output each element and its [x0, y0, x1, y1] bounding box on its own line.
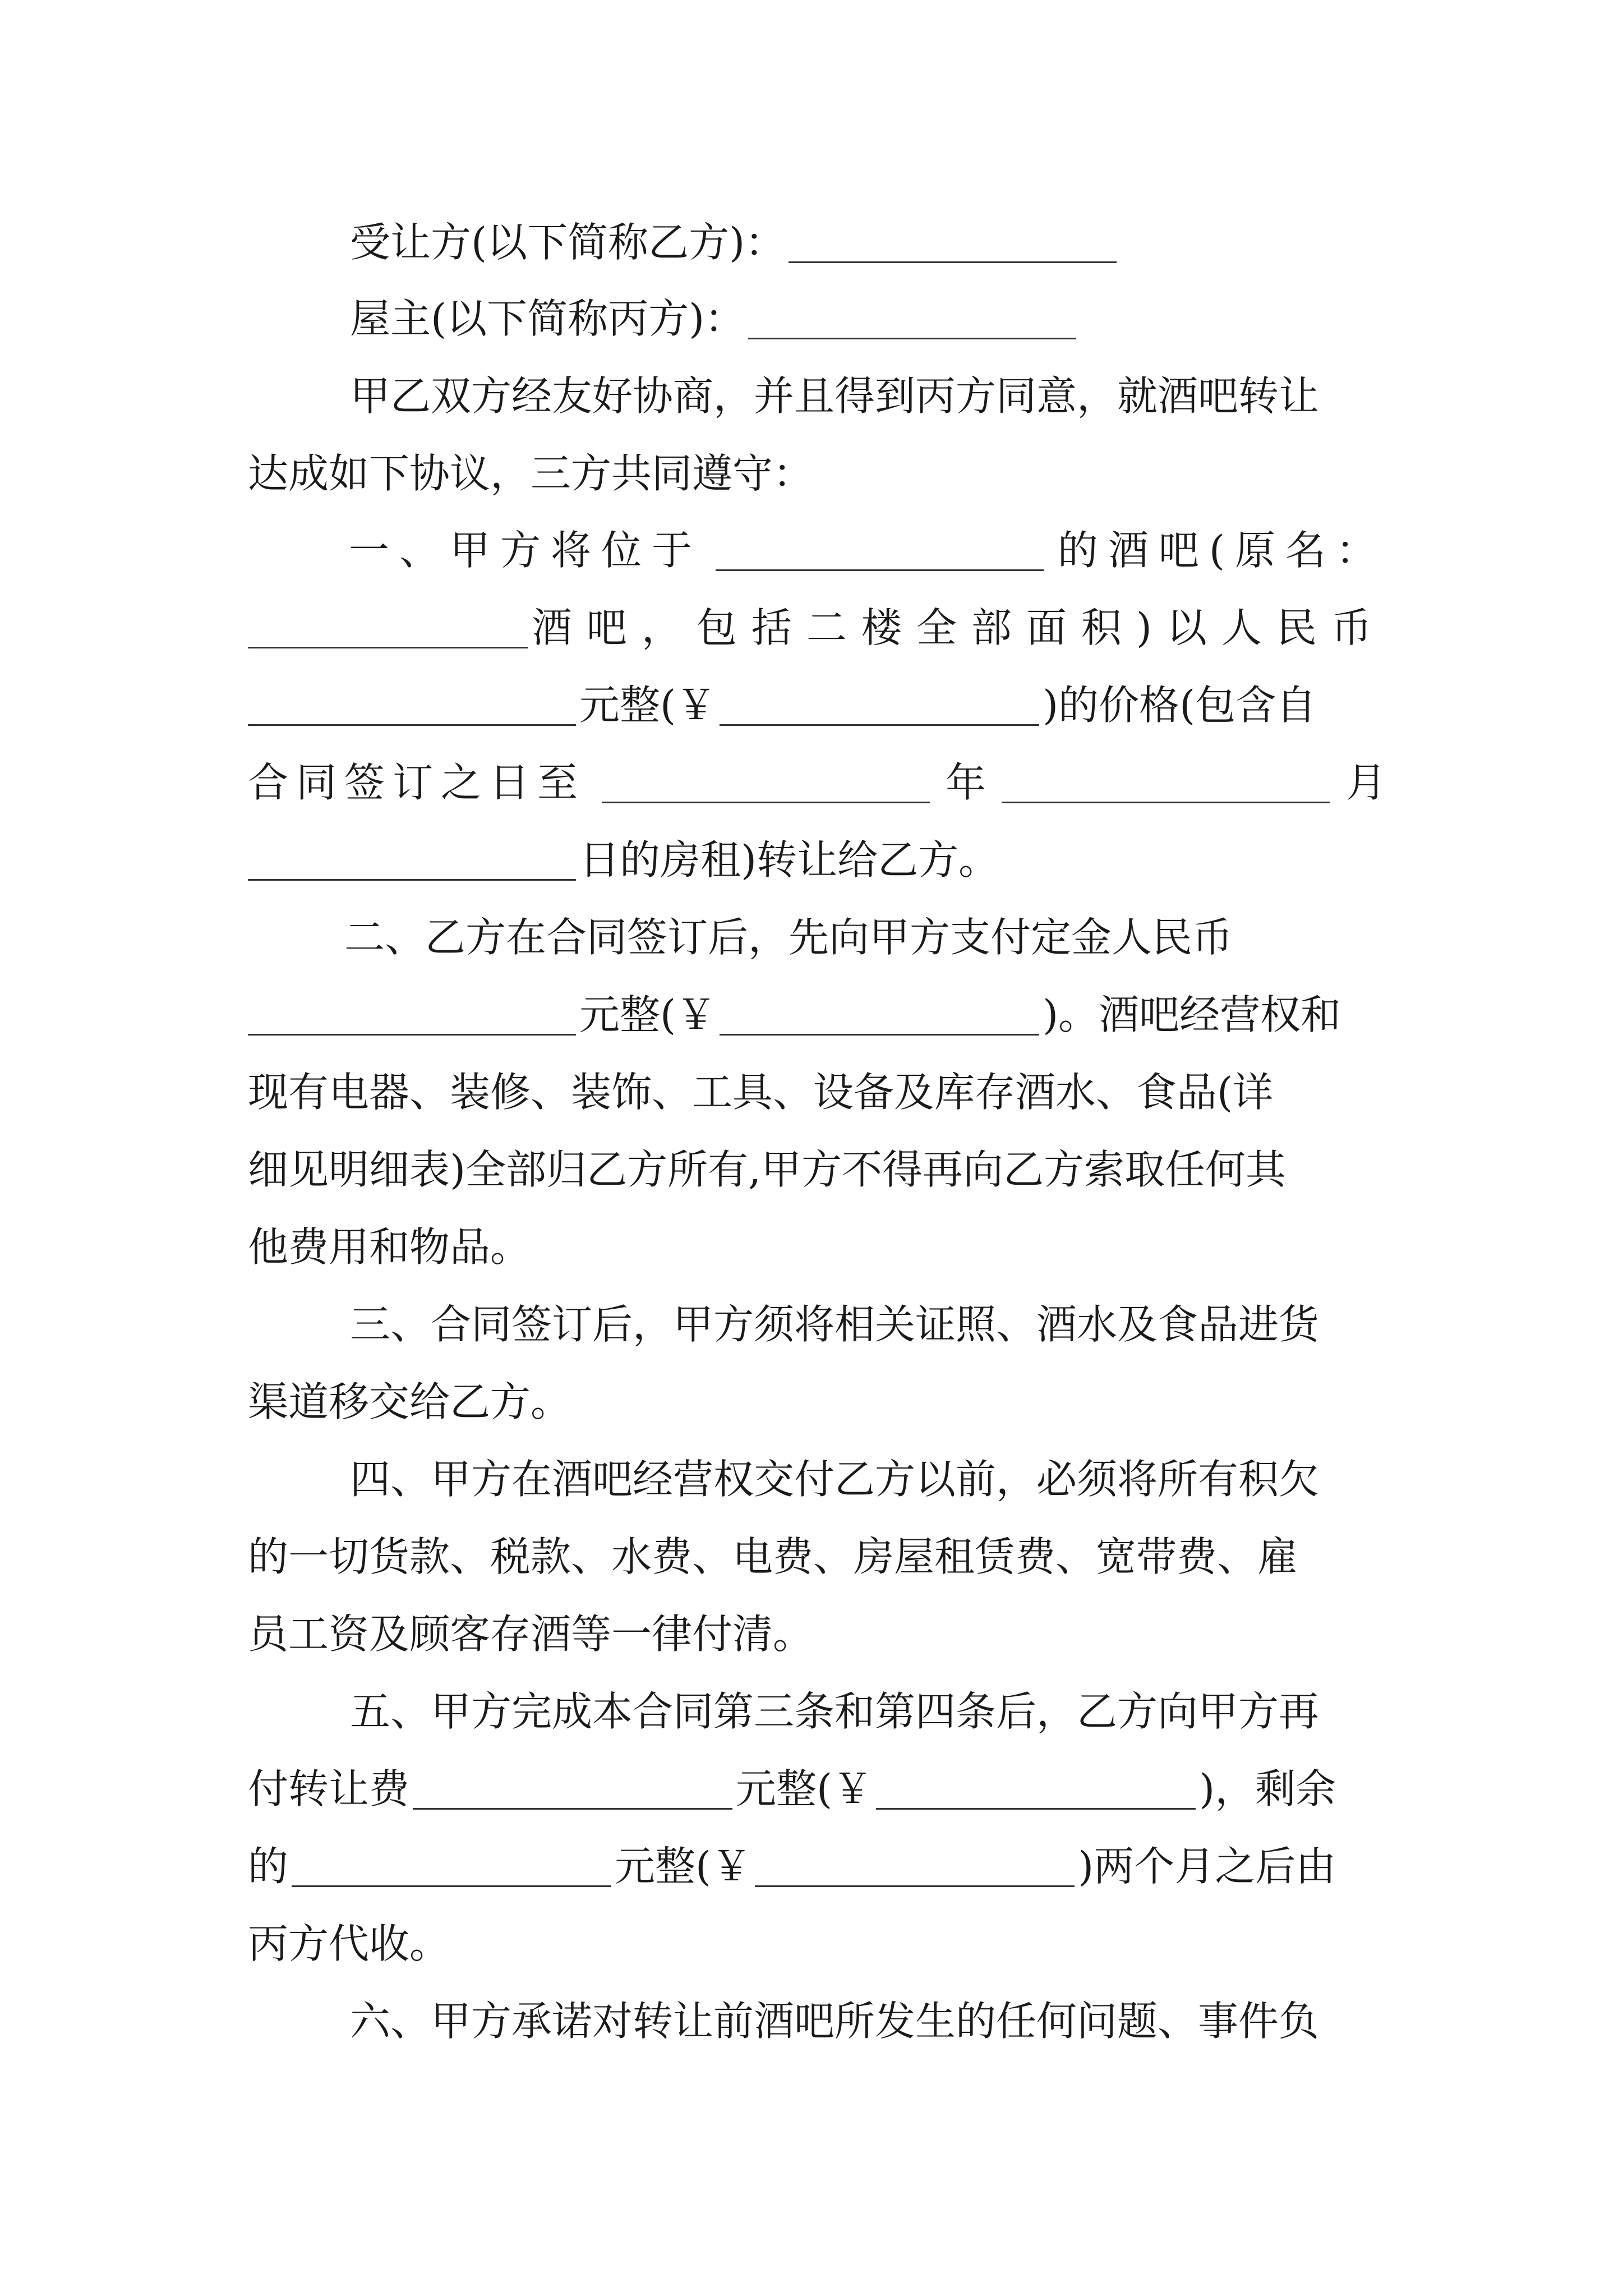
text-segment: 他费用和物品。 [248, 1223, 531, 1271]
text-segment: 五、甲方完成本合同第三条和第四条后，乙方向甲方再 [350, 1688, 1320, 1735]
landlord-blank[interactable] [748, 298, 1076, 339]
transferee-blank[interactable] [789, 222, 1117, 263]
clause-4-line [248, 1595, 1386, 1673]
text-segment: 的一切货款、税款、水费、电费、房屋租赁费、宽带费、雇 [248, 1533, 1298, 1580]
text-segment: 现有电器、装修、装饰、工具、设备及库存酒水、食品(详 [248, 1069, 1274, 1116]
clause-2-line [248, 1131, 1386, 1208]
clause-3-line [248, 1286, 1488, 1363]
clause-5-line [248, 1673, 1488, 1750]
clause-1-line [248, 821, 1386, 899]
price-words-blank[interactable] [248, 685, 576, 726]
clause-2-line [248, 1053, 1386, 1131]
clause-2-line [248, 976, 1386, 1053]
clause-6-line [248, 1982, 1488, 2060]
deposit-words-blank[interactable] [248, 995, 576, 1036]
clause-1-line [248, 744, 1386, 821]
text-segment: 的酒吧(原名： [1057, 527, 1386, 574]
clause-1-line [248, 589, 1386, 666]
text-segment: 元整(￥ [579, 991, 717, 1038]
text-segment: 一、甲方将位于 [349, 527, 703, 574]
paragraph-line [248, 435, 1386, 512]
transferee-label: 受让方(以下简称乙方)： [350, 219, 786, 266]
clause-5-line [248, 1750, 1386, 1828]
text-segment: )，剩余 [1199, 1765, 1336, 1812]
landlord-line [248, 280, 1488, 357]
text-segment: 甲乙双方经友好协商，并且得到丙方同意，就酒吧转让 [350, 372, 1320, 420]
clause-4-line [248, 1518, 1386, 1595]
clause-1-line [248, 666, 1386, 744]
text-segment: 达成如下协议，三方共同遵守： [248, 450, 814, 497]
text-segment: 元整(￥ [736, 1765, 873, 1812]
day-blank[interactable] [248, 840, 576, 881]
text-segment: 细见明细表)全部归乙方所有,甲方不得再向乙方索取任何其 [248, 1146, 1286, 1193]
text-segment: 员工资及顾客存酒等一律付清。 [248, 1611, 814, 1658]
transferee-line [248, 204, 1488, 281]
text-segment: 渠道移交给乙方。 [248, 1378, 571, 1425]
text-segment: 二、乙方在合同签订后，先向甲方支付定金人民币 [344, 914, 1233, 961]
text-segment: 四、甲方在酒吧经营权交付乙方以前，必须将所有积欠 [350, 1456, 1320, 1503]
text-segment: 六、甲方承诺对转让前酒吧所发生的任何问题、事件负 [350, 1998, 1320, 2045]
price-number-blank[interactable] [720, 685, 1039, 726]
paragraph-line [248, 357, 1488, 435]
fee-number-blank[interactable] [876, 1769, 1196, 1810]
clause-3-line [248, 1363, 1386, 1441]
clause-4-line [248, 1441, 1488, 1518]
location-blank[interactable] [716, 530, 1044, 571]
clause-1-line [248, 512, 1386, 589]
clause-5-line [248, 1905, 1386, 1982]
remainder-number-blank[interactable] [755, 1846, 1075, 1887]
fee-words-blank[interactable] [413, 1769, 732, 1810]
text-segment: 付转让费 [248, 1765, 410, 1812]
month-blank[interactable] [1002, 762, 1330, 803]
text-segment: )两个月之后由 [1078, 1843, 1336, 1890]
text-segment: )的价格(包含自 [1043, 682, 1317, 729]
text-segment: 三、合同签订后，甲方须将相关证照、酒水及食品进货 [350, 1301, 1320, 1348]
remainder-words-blank[interactable] [292, 1846, 611, 1887]
text-segment: 年 [945, 759, 986, 806]
clause-2-line [248, 899, 1483, 976]
text-segment: 元整(￥ [579, 682, 717, 729]
text-segment: 丙方代收。 [248, 1920, 450, 1967]
text-segment: 的 [248, 1843, 289, 1890]
text-segment: 日的房租)转让给乙方。 [579, 836, 999, 884]
deposit-number-blank[interactable] [720, 995, 1039, 1036]
text-segment: 酒吧，包括二楼全部面积)以人民币 [531, 604, 1386, 651]
original-name-blank[interactable] [248, 608, 528, 648]
text-segment: 元整(￥ [615, 1843, 752, 1890]
clause-5-line [248, 1828, 1386, 1905]
text-segment: )。酒吧经营权和 [1043, 991, 1341, 1038]
clause-2-line [248, 1208, 1386, 1286]
year-blank[interactable] [602, 762, 930, 803]
text-segment: 月 [1345, 759, 1386, 806]
landlord-label: 屋主(以下简称丙方)： [350, 295, 745, 342]
text-segment: 合同签订之日至 [248, 759, 586, 806]
